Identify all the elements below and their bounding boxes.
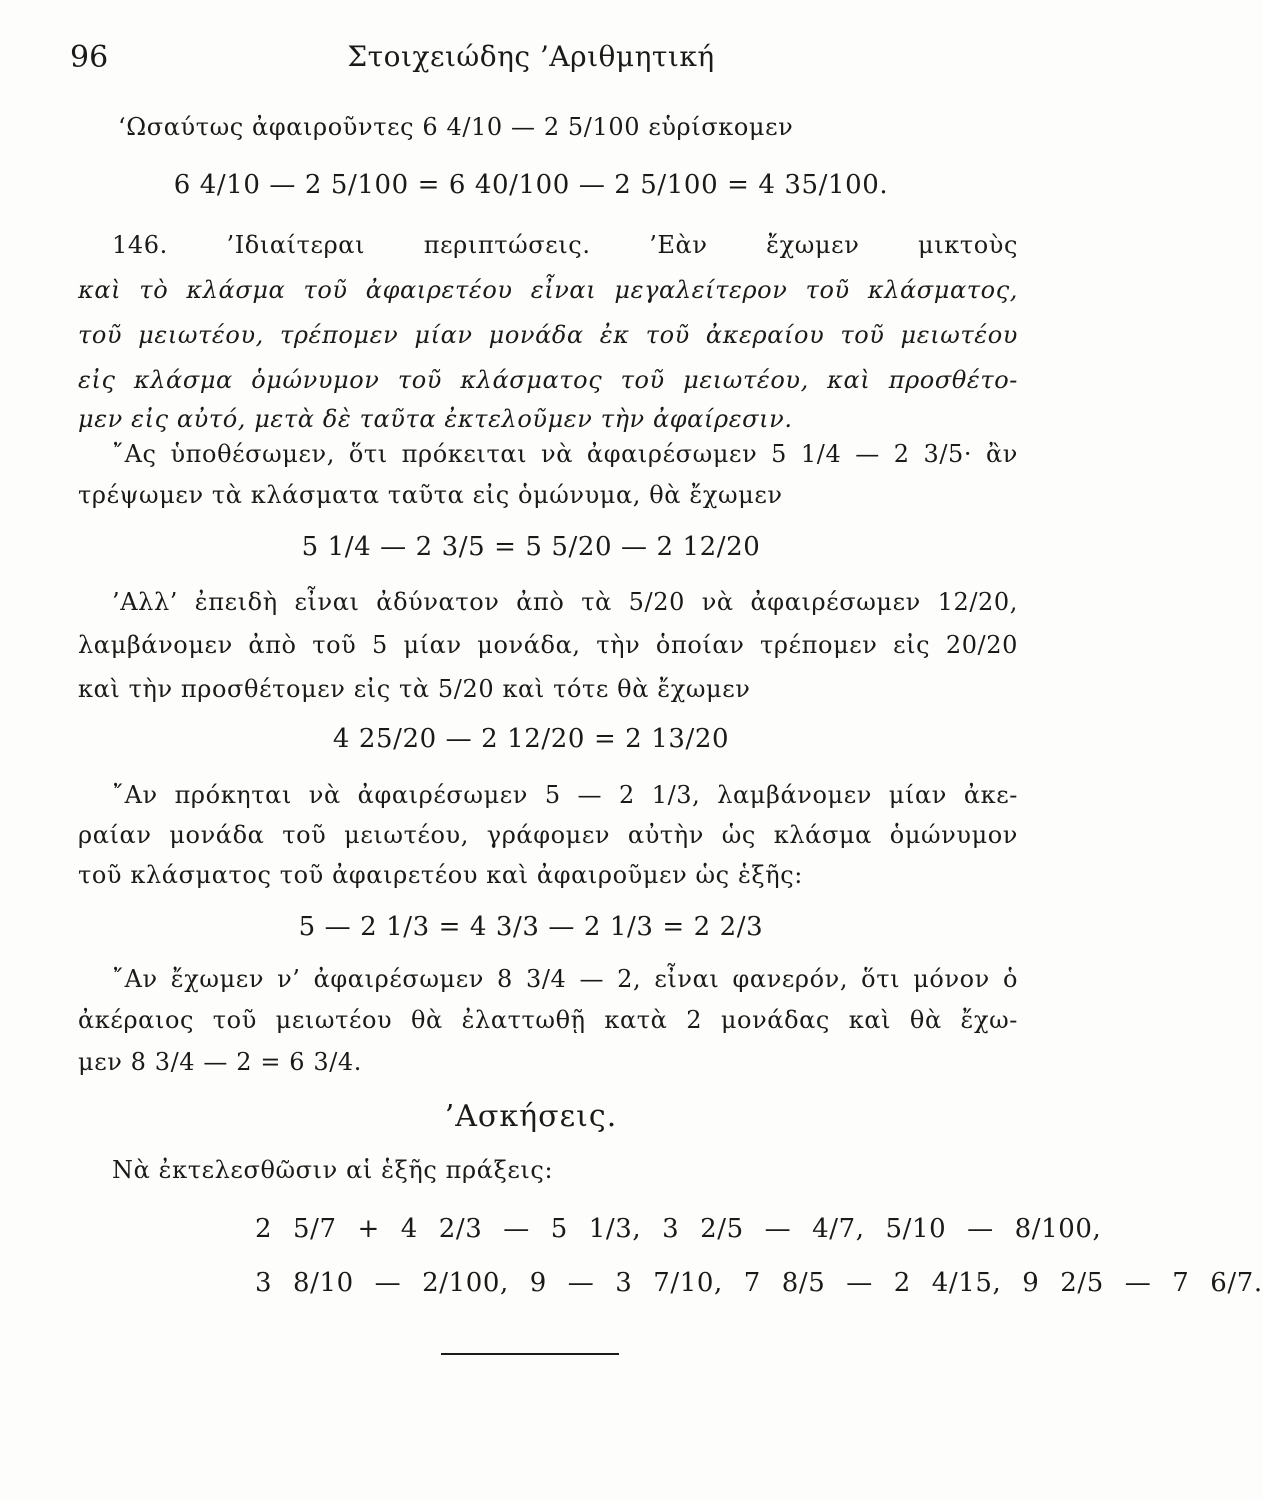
text-line: ραίαν μονάδα τοῦ μειωτέου, γράφομεν αὐτὴν ὡς κλάσμα ὁμώνυμον bbox=[78, 821, 1018, 849]
equation: 5 1/4 — 2 3/5 = 5 5/20 — 2 12/20 bbox=[301, 532, 761, 562]
text-line: μεν 8 3/4 — 2 = 6 3/4. bbox=[78, 1048, 363, 1076]
text-line: τρέψωμεν τὰ κλάσματα ταῦτα εἰς ὁμώνυμα, θὰ ἔχωμεν bbox=[78, 481, 783, 509]
equation: 6 4/10 — 2 5/100 = 6 40/100 — 2 5/100 = 4 35/100. bbox=[173, 170, 889, 200]
text-line: ῎Ας ὑποθέσωμεν, ὅτι πρόκειται νὰ ἀφαιρέσωμεν 5 1/4 — 2 3/5· ἂν bbox=[112, 440, 1018, 468]
text-line: ῎Αν πρόκηται νὰ ἀφαιρέσωμεν 5 — 2 1/3, λαμβάνομεν μίαν ἀκε- bbox=[112, 781, 1018, 809]
page-number: 96 bbox=[70, 40, 109, 75]
text-line: λαμβάνομεν ἀπὸ τοῦ 5 μίαν μονάδα, τὴν ὁποίαν τρέπομεν εἰς 20/20 bbox=[78, 631, 1018, 659]
exercises-heading: ’Ασκήσεις. bbox=[444, 1099, 618, 1134]
text-line: τοῦ μειωτέου, τρέπομεν μίαν μονάδα ἐκ τοῦ ἀκεραίου τοῦ μειωτέου bbox=[78, 321, 1018, 349]
text-line: ἀκέραιος τοῦ μειωτέου θὰ ἐλαττωθῇ κατὰ 2 μονάδας καὶ θὰ ἔχω- bbox=[78, 1006, 1018, 1034]
text-line: καὶ τὸ κλάσμα τοῦ ἀφαιρετέου εἶναι μεγαλείτερον τοῦ κλάσματος, bbox=[78, 276, 1018, 304]
text-line: ῎Αν ἔχωμεν ν’ ἀφαιρέσωμεν 8 3/4 — 2, εἶναι φανερόν, ὅτι μόνον ὁ bbox=[112, 965, 1018, 993]
equation: 4 25/20 — 2 12/20 = 2 13/20 bbox=[332, 724, 730, 754]
running-title: Στοιχειώδης ’Αριθμητική bbox=[347, 40, 715, 73]
text-line: εἰς κλάσμα ὁμώνυμον τοῦ κλάσματος τοῦ μειωτέου, καὶ προσθέτο- bbox=[78, 366, 1018, 394]
exercise-line: 3 8/10 — 2/100, 9 — 3 7/10, 7 8/5 — 2 4/15, 9 2/5 — 7 6/7. bbox=[255, 1268, 1263, 1298]
section-heading-line: 146. ’Ιδιαίτεραι περιπτώσεις. ’Εὰν ἔχωμεν μικτοὺς bbox=[112, 231, 1018, 259]
text-line: καὶ τὴν προσθέτομεν εἰς τὰ 5/20 καὶ τότε θὰ ἔχωμεν bbox=[78, 675, 751, 703]
text-line: τοῦ κλάσματος τοῦ ἀφαιρετέου καὶ ἀφαιροῦμεν ὡς ἑξῆς: bbox=[78, 861, 803, 889]
equation: 5 — 2 1/3 = 4 3/3 — 2 1/3 = 2 2/3 bbox=[298, 912, 764, 942]
closing-rule bbox=[441, 1353, 619, 1355]
text-line: μεν εἰς αὐτό, μετὰ δὲ ταῦτα ἐκτελοῦμεν τὴν ἀφαίρεσιν. bbox=[78, 405, 793, 433]
text-line: ‘Ωσαύτως ἀφαιροῦντες 6 4/10 — 2 5/100 εὑρίσκομεν bbox=[118, 113, 794, 141]
text-line: Νὰ ἐκτελεσθῶσιν αἱ ἑξῆς πράξεις: bbox=[112, 1156, 554, 1184]
exercise-line: 2 5/7 + 4 2/3 — 5 1/3, 3 2/5 — 4/7, 5/10 — 8/100, bbox=[255, 1214, 1102, 1244]
text-line: ’Αλλ’ ἐπειδὴ εἶναι ἀδύνατον ἀπὸ τὰ 5/20 νὰ ἀφαιρέσωμεν 12/20, bbox=[112, 588, 1018, 616]
